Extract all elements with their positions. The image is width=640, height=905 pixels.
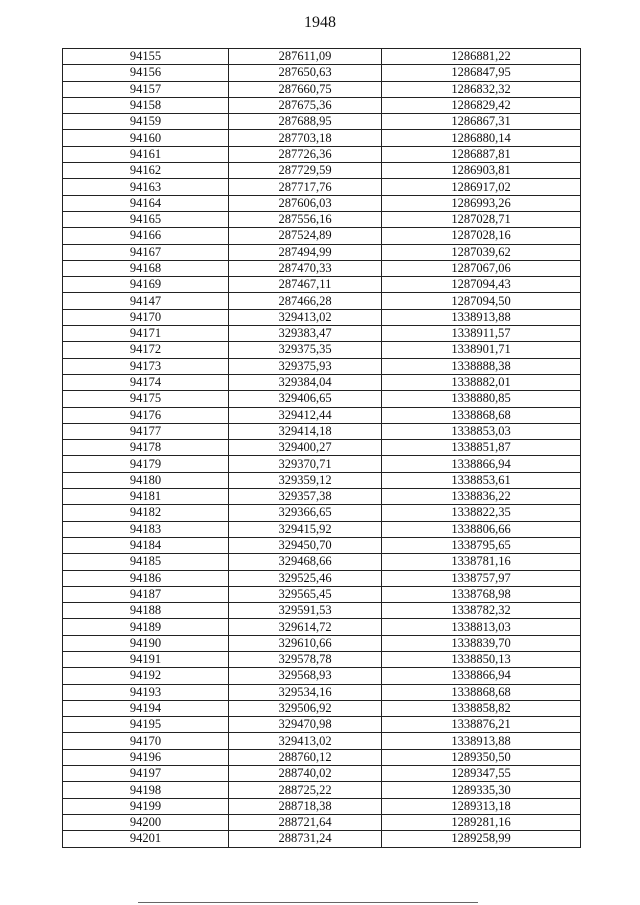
table-row bbox=[63, 342, 581, 358]
table-row bbox=[63, 798, 581, 814]
y-coordinate-cell: 1338813,03 bbox=[382, 619, 581, 635]
y-coordinate-cell: 1338853,03 bbox=[382, 423, 581, 439]
table-row bbox=[63, 766, 581, 782]
page-number: 1948 bbox=[304, 14, 336, 31]
x-coordinate-cell: 329414,18 bbox=[229, 423, 382, 439]
x-coordinate-cell: 329610,66 bbox=[229, 635, 382, 651]
x-coordinate-cell: 329413,02 bbox=[229, 309, 382, 325]
x-coordinate-cell: 287611,09 bbox=[229, 49, 382, 65]
x-coordinate-cell: 329470,98 bbox=[229, 717, 382, 733]
y-coordinate-cell: 1286887,81 bbox=[382, 146, 581, 162]
x-coordinate-cell: 287726,36 bbox=[229, 146, 382, 162]
y-coordinate-cell: 1338913,88 bbox=[382, 309, 581, 325]
x-coordinate-cell: 287688,95 bbox=[229, 114, 382, 130]
table-row bbox=[63, 537, 581, 553]
y-coordinate-cell: 1338866,94 bbox=[382, 668, 581, 684]
table-row bbox=[63, 179, 581, 195]
x-coordinate-cell: 288760,12 bbox=[229, 749, 382, 765]
bottom-divider bbox=[138, 902, 478, 903]
table-row bbox=[63, 814, 581, 830]
y-coordinate-cell: 1286880,14 bbox=[382, 130, 581, 146]
y-coordinate-cell: 1286881,22 bbox=[382, 49, 581, 65]
point-number-cell: 94166 bbox=[63, 228, 229, 244]
table-row bbox=[63, 684, 581, 700]
x-coordinate-cell: 329400,27 bbox=[229, 440, 382, 456]
point-number-cell: 94190 bbox=[63, 635, 229, 651]
y-coordinate-cell: 1286867,31 bbox=[382, 114, 581, 130]
y-coordinate-cell: 1338876,21 bbox=[382, 717, 581, 733]
table-row bbox=[63, 326, 581, 342]
x-coordinate-cell: 287470,33 bbox=[229, 260, 382, 276]
x-coordinate-cell: 288718,38 bbox=[229, 798, 382, 814]
y-coordinate-cell: 1338806,66 bbox=[382, 521, 581, 537]
table-row bbox=[63, 456, 581, 472]
point-number-cell: 94195 bbox=[63, 717, 229, 733]
table-row bbox=[63, 831, 581, 847]
table-row bbox=[63, 521, 581, 537]
table-row bbox=[63, 440, 581, 456]
table-row bbox=[63, 635, 581, 651]
point-number-cell: 94194 bbox=[63, 700, 229, 716]
y-coordinate-cell: 1338768,98 bbox=[382, 586, 581, 602]
point-number-cell: 94185 bbox=[63, 554, 229, 570]
table-row bbox=[63, 717, 581, 733]
point-number-cell: 94193 bbox=[63, 684, 229, 700]
point-number-cell: 94197 bbox=[63, 766, 229, 782]
y-coordinate-cell: 1338888,38 bbox=[382, 358, 581, 374]
y-coordinate-cell: 1338781,16 bbox=[382, 554, 581, 570]
point-number-cell: 94186 bbox=[63, 570, 229, 586]
table-row bbox=[63, 358, 581, 374]
point-number-cell: 94178 bbox=[63, 440, 229, 456]
y-coordinate-cell: 1286829,42 bbox=[382, 97, 581, 113]
y-coordinate-cell: 1338851,87 bbox=[382, 440, 581, 456]
table-row bbox=[63, 619, 581, 635]
y-coordinate-cell: 1286832,32 bbox=[382, 81, 581, 97]
point-number-cell: 94161 bbox=[63, 146, 229, 162]
table-row bbox=[63, 211, 581, 227]
y-coordinate-cell: 1287094,43 bbox=[382, 277, 581, 293]
point-number-cell: 94180 bbox=[63, 472, 229, 488]
x-coordinate-cell: 329614,72 bbox=[229, 619, 382, 635]
x-coordinate-cell: 329413,02 bbox=[229, 733, 382, 749]
point-number-cell: 94164 bbox=[63, 195, 229, 211]
x-coordinate-cell: 329412,44 bbox=[229, 407, 382, 423]
point-number-cell: 94188 bbox=[63, 603, 229, 619]
point-number-cell: 94176 bbox=[63, 407, 229, 423]
coordinates-table-body bbox=[63, 49, 581, 848]
point-number-cell: 94156 bbox=[63, 65, 229, 81]
table-row bbox=[63, 505, 581, 521]
table-row bbox=[63, 195, 581, 211]
table-row bbox=[63, 749, 581, 765]
point-number-cell: 94174 bbox=[63, 374, 229, 390]
point-number-cell: 94179 bbox=[63, 456, 229, 472]
y-coordinate-cell: 1286847,95 bbox=[382, 65, 581, 81]
y-coordinate-cell: 1338911,57 bbox=[382, 326, 581, 342]
x-coordinate-cell: 287650,63 bbox=[229, 65, 382, 81]
y-coordinate-cell: 1286993,26 bbox=[382, 195, 581, 211]
y-coordinate-cell: 1338866,94 bbox=[382, 456, 581, 472]
point-number-cell: 94155 bbox=[63, 49, 229, 65]
x-coordinate-cell: 329366,65 bbox=[229, 505, 382, 521]
x-coordinate-cell: 329578,78 bbox=[229, 651, 382, 667]
table-row bbox=[63, 228, 581, 244]
point-number-cell: 94173 bbox=[63, 358, 229, 374]
point-number-cell: 94200 bbox=[63, 814, 229, 830]
point-number-cell: 94158 bbox=[63, 97, 229, 113]
y-coordinate-cell: 1338880,85 bbox=[382, 391, 581, 407]
table-row bbox=[63, 65, 581, 81]
table-row bbox=[63, 472, 581, 488]
table-row bbox=[63, 570, 581, 586]
point-number-cell: 94191 bbox=[63, 651, 229, 667]
table-row bbox=[63, 782, 581, 798]
point-number-cell: 94175 bbox=[63, 391, 229, 407]
y-coordinate-cell: 1338858,82 bbox=[382, 700, 581, 716]
y-coordinate-cell: 1286903,81 bbox=[382, 163, 581, 179]
y-coordinate-cell: 1338868,68 bbox=[382, 407, 581, 423]
point-number-cell: 94168 bbox=[63, 260, 229, 276]
x-coordinate-cell: 287717,76 bbox=[229, 179, 382, 195]
point-number-cell: 94160 bbox=[63, 130, 229, 146]
x-coordinate-cell: 287675,36 bbox=[229, 97, 382, 113]
x-coordinate-cell: 287494,99 bbox=[229, 244, 382, 260]
table-row bbox=[63, 374, 581, 390]
x-coordinate-cell: 329450,70 bbox=[229, 537, 382, 553]
point-number-cell: 94169 bbox=[63, 277, 229, 293]
point-number-cell: 94201 bbox=[63, 831, 229, 847]
point-number-cell: 94184 bbox=[63, 537, 229, 553]
x-coordinate-cell: 329506,92 bbox=[229, 700, 382, 716]
point-number-cell: 94159 bbox=[63, 114, 229, 130]
x-coordinate-cell: 288731,24 bbox=[229, 831, 382, 847]
coordinates-table-container bbox=[62, 48, 580, 848]
y-coordinate-cell: 1338795,65 bbox=[382, 537, 581, 553]
table-row bbox=[63, 489, 581, 505]
table-row bbox=[63, 391, 581, 407]
point-number-cell: 94183 bbox=[63, 521, 229, 537]
x-coordinate-cell: 329568,93 bbox=[229, 668, 382, 684]
y-coordinate-cell: 1289350,50 bbox=[382, 749, 581, 765]
y-coordinate-cell: 1287039,62 bbox=[382, 244, 581, 260]
table-row bbox=[63, 603, 581, 619]
x-coordinate-cell: 329468,66 bbox=[229, 554, 382, 570]
table-row bbox=[63, 309, 581, 325]
x-coordinate-cell: 329565,45 bbox=[229, 586, 382, 602]
point-number-cell: 94162 bbox=[63, 163, 229, 179]
point-number-cell: 94171 bbox=[63, 326, 229, 342]
point-number-cell: 94182 bbox=[63, 505, 229, 521]
x-coordinate-cell: 287556,16 bbox=[229, 211, 382, 227]
y-coordinate-cell: 1338836,22 bbox=[382, 489, 581, 505]
point-number-cell: 94163 bbox=[63, 179, 229, 195]
table-row bbox=[63, 700, 581, 716]
y-coordinate-cell: 1338822,35 bbox=[382, 505, 581, 521]
table-row bbox=[63, 277, 581, 293]
y-coordinate-cell: 1289258,99 bbox=[382, 831, 581, 847]
table-row bbox=[63, 586, 581, 602]
y-coordinate-cell: 1338853,61 bbox=[382, 472, 581, 488]
point-number-cell: 94170 bbox=[63, 733, 229, 749]
y-coordinate-cell: 1338882,01 bbox=[382, 374, 581, 390]
table-row bbox=[63, 260, 581, 276]
y-coordinate-cell: 1287067,06 bbox=[382, 260, 581, 276]
x-coordinate-cell: 329525,46 bbox=[229, 570, 382, 586]
x-coordinate-cell: 329384,04 bbox=[229, 374, 382, 390]
point-number-cell: 94157 bbox=[63, 81, 229, 97]
x-coordinate-cell: 288740,02 bbox=[229, 766, 382, 782]
point-number-cell: 94165 bbox=[63, 211, 229, 227]
x-coordinate-cell: 329591,53 bbox=[229, 603, 382, 619]
point-number-cell: 94189 bbox=[63, 619, 229, 635]
x-coordinate-cell: 329359,12 bbox=[229, 472, 382, 488]
y-coordinate-cell: 1338901,71 bbox=[382, 342, 581, 358]
x-coordinate-cell: 329375,35 bbox=[229, 342, 382, 358]
x-coordinate-cell: 287729,59 bbox=[229, 163, 382, 179]
point-number-cell: 94192 bbox=[63, 668, 229, 684]
point-number-cell: 94196 bbox=[63, 749, 229, 765]
x-coordinate-cell: 329383,47 bbox=[229, 326, 382, 342]
point-number-cell: 94187 bbox=[63, 586, 229, 602]
x-coordinate-cell: 329534,16 bbox=[229, 684, 382, 700]
x-coordinate-cell: 329406,65 bbox=[229, 391, 382, 407]
table-row bbox=[63, 244, 581, 260]
y-coordinate-cell: 1287028,16 bbox=[382, 228, 581, 244]
y-coordinate-cell: 1338868,68 bbox=[382, 684, 581, 700]
point-number-cell: 94172 bbox=[63, 342, 229, 358]
y-coordinate-cell: 1289335,30 bbox=[382, 782, 581, 798]
x-coordinate-cell: 329375,93 bbox=[229, 358, 382, 374]
x-coordinate-cell: 287524,89 bbox=[229, 228, 382, 244]
y-coordinate-cell: 1338782,32 bbox=[382, 603, 581, 619]
point-number-cell: 94170 bbox=[63, 309, 229, 325]
table-row bbox=[63, 130, 581, 146]
x-coordinate-cell: 287466,28 bbox=[229, 293, 382, 309]
y-coordinate-cell: 1338757,97 bbox=[382, 570, 581, 586]
y-coordinate-cell: 1287094,50 bbox=[382, 293, 581, 309]
x-coordinate-cell: 288725,22 bbox=[229, 782, 382, 798]
x-coordinate-cell: 287467,11 bbox=[229, 277, 382, 293]
table-row bbox=[63, 146, 581, 162]
y-coordinate-cell: 1286917,02 bbox=[382, 179, 581, 195]
point-number-cell: 94199 bbox=[63, 798, 229, 814]
point-number-cell: 94147 bbox=[63, 293, 229, 309]
table-row bbox=[63, 293, 581, 309]
y-coordinate-cell: 1289281,16 bbox=[382, 814, 581, 830]
x-coordinate-cell: 287606,03 bbox=[229, 195, 382, 211]
table-row bbox=[63, 554, 581, 570]
table-row bbox=[63, 114, 581, 130]
x-coordinate-cell: 287703,18 bbox=[229, 130, 382, 146]
y-coordinate-cell: 1338850,13 bbox=[382, 651, 581, 667]
x-coordinate-cell: 329370,71 bbox=[229, 456, 382, 472]
table-row bbox=[63, 733, 581, 749]
x-coordinate-cell: 329357,38 bbox=[229, 489, 382, 505]
table-row bbox=[63, 668, 581, 684]
point-number-cell: 94167 bbox=[63, 244, 229, 260]
point-number-cell: 94198 bbox=[63, 782, 229, 798]
x-coordinate-cell: 287660,75 bbox=[229, 81, 382, 97]
x-coordinate-cell: 329415,92 bbox=[229, 521, 382, 537]
table-row bbox=[63, 423, 581, 439]
table-row bbox=[63, 49, 581, 65]
y-coordinate-cell: 1289313,18 bbox=[382, 798, 581, 814]
y-coordinate-cell: 1338839,70 bbox=[382, 635, 581, 651]
table-row bbox=[63, 407, 581, 423]
y-coordinate-cell: 1289347,55 bbox=[382, 766, 581, 782]
table-row bbox=[63, 163, 581, 179]
point-number-cell: 94181 bbox=[63, 489, 229, 505]
point-number-cell: 94177 bbox=[63, 423, 229, 439]
y-coordinate-cell: 1287028,71 bbox=[382, 211, 581, 227]
y-coordinate-cell: 1338913,88 bbox=[382, 733, 581, 749]
table-row bbox=[63, 97, 581, 113]
coordinates-table bbox=[62, 48, 581, 848]
table-row bbox=[63, 651, 581, 667]
x-coordinate-cell: 288721,64 bbox=[229, 814, 382, 830]
table-row bbox=[63, 81, 581, 97]
